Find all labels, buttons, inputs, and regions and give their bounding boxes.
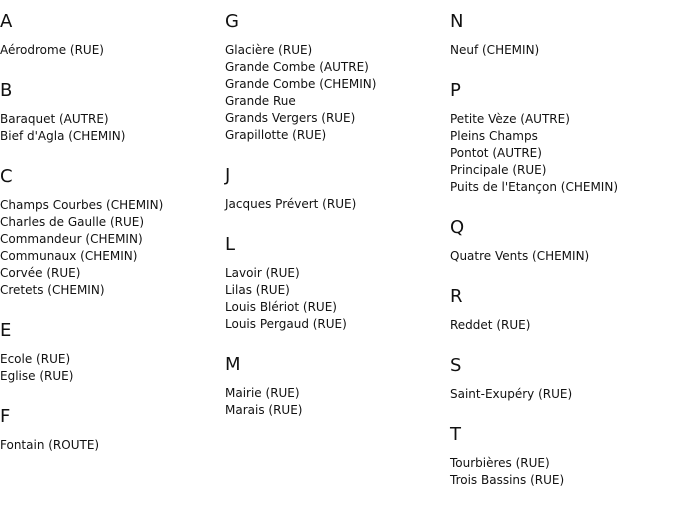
letter-heading: Q xyxy=(450,217,465,238)
letter-heading: B xyxy=(0,80,13,101)
street-link[interactable]: Commandeur (CHEMIN) xyxy=(0,232,143,246)
street-list xyxy=(450,455,675,489)
street-link[interactable]: Glacière (RUE) xyxy=(225,43,313,57)
street-link[interactable]: Grands Vergers (RUE) xyxy=(225,111,356,125)
street-link[interactable]: Corvée (RUE) xyxy=(0,266,81,280)
letter-heading: P xyxy=(450,80,461,101)
street-list xyxy=(450,248,675,265)
street-link[interactable]: Ecole (RUE) xyxy=(0,352,71,366)
index-column xyxy=(0,0,225,454)
letter-group xyxy=(450,218,675,265)
street-link[interactable]: Reddet (RUE) xyxy=(450,318,531,332)
letter-heading: L xyxy=(225,234,236,255)
street-link[interactable]: Jacques Prévert (RUE) xyxy=(225,197,357,211)
street-list xyxy=(450,42,675,59)
street-link[interactable]: Trois Bassins (RUE) xyxy=(450,473,565,487)
street-link[interactable]: Lavoir (RUE) xyxy=(225,266,300,280)
street-link[interactable]: Grande Rue xyxy=(225,94,296,108)
letter-group xyxy=(450,12,675,59)
street-link[interactable]: Baraquet (AUTRE) xyxy=(0,112,109,126)
letter-group xyxy=(225,355,450,419)
street-link[interactable]: Eglise (RUE) xyxy=(0,369,74,383)
street-list xyxy=(225,196,450,213)
street-link[interactable]: Bief d'Agla (CHEMIN) xyxy=(0,129,126,143)
letter-group xyxy=(225,235,450,333)
letter-group xyxy=(0,81,225,145)
letter-heading: E xyxy=(0,320,12,341)
letter-heading: F xyxy=(0,406,11,427)
street-link[interactable]: Pontot (AUTRE) xyxy=(450,146,542,160)
letter-heading: S xyxy=(450,355,462,376)
letter-group xyxy=(225,166,450,213)
letter-heading: G xyxy=(225,11,239,32)
street-link[interactable]: Aérodrome (RUE) xyxy=(0,43,104,57)
letter-heading: T xyxy=(450,424,461,445)
index-column xyxy=(450,0,675,489)
street-link[interactable]: Lilas (RUE) xyxy=(225,283,290,297)
street-link[interactable]: Petite Vèze (AUTRE) xyxy=(450,112,570,126)
letter-group xyxy=(0,321,225,385)
letter-group xyxy=(450,81,675,196)
street-link[interactable]: Marais (RUE) xyxy=(225,403,303,417)
street-link[interactable]: Tourbières (RUE) xyxy=(450,456,550,470)
letter-heading: J xyxy=(225,165,231,186)
letter-group xyxy=(0,407,225,454)
street-list xyxy=(0,111,225,145)
letter-group xyxy=(225,12,450,144)
letter-group xyxy=(0,12,225,59)
street-link[interactable]: Quatre Vents (CHEMIN) xyxy=(450,249,590,263)
letter-heading: A xyxy=(0,11,13,32)
street-link[interactable]: Puits de l'Etançon (CHEMIN) xyxy=(450,180,619,194)
letter-heading: R xyxy=(450,286,463,307)
street-link[interactable]: Mairie (RUE) xyxy=(225,386,300,400)
street-link[interactable]: Grande Combe (CHEMIN) xyxy=(225,77,377,91)
street-link[interactable]: Grande Combe (AUTRE) xyxy=(225,60,369,74)
street-link[interactable]: Louis Pergaud (RUE) xyxy=(225,317,347,331)
street-link[interactable]: Champs Courbes (CHEMIN) xyxy=(0,198,164,212)
street-list xyxy=(0,437,225,454)
street-link[interactable]: Pleins Champs xyxy=(450,129,538,143)
street-link[interactable]: Neuf (CHEMIN) xyxy=(450,43,540,57)
street-list xyxy=(225,265,450,333)
street-link[interactable]: Communaux (CHEMIN) xyxy=(0,249,138,263)
letter-heading: N xyxy=(450,11,464,32)
street-list xyxy=(225,385,450,419)
letter-group xyxy=(450,287,675,334)
index-column xyxy=(225,0,450,419)
street-link[interactable]: Saint-Exupéry (RUE) xyxy=(450,387,573,401)
street-list xyxy=(450,317,675,334)
street-link[interactable]: Charles de Gaulle (RUE) xyxy=(0,215,145,229)
letter-group xyxy=(0,167,225,299)
letter-heading: C xyxy=(0,166,13,187)
street-list xyxy=(225,42,450,144)
street-link[interactable]: Cretets (CHEMIN) xyxy=(0,283,105,297)
letter-heading: M xyxy=(225,354,241,375)
street-list xyxy=(0,197,225,299)
street-list xyxy=(450,386,675,403)
street-link[interactable]: Fontain (ROUTE) xyxy=(0,438,100,452)
street-list xyxy=(0,42,225,59)
street-link[interactable]: Grapillotte (RUE) xyxy=(225,128,327,142)
street-list xyxy=(0,351,225,385)
street-link[interactable]: Louis Blériot (RUE) xyxy=(225,300,337,314)
street-list xyxy=(450,111,675,196)
letter-group xyxy=(450,356,675,403)
letter-group xyxy=(450,425,675,489)
street-link[interactable]: Principale (RUE) xyxy=(450,163,547,177)
